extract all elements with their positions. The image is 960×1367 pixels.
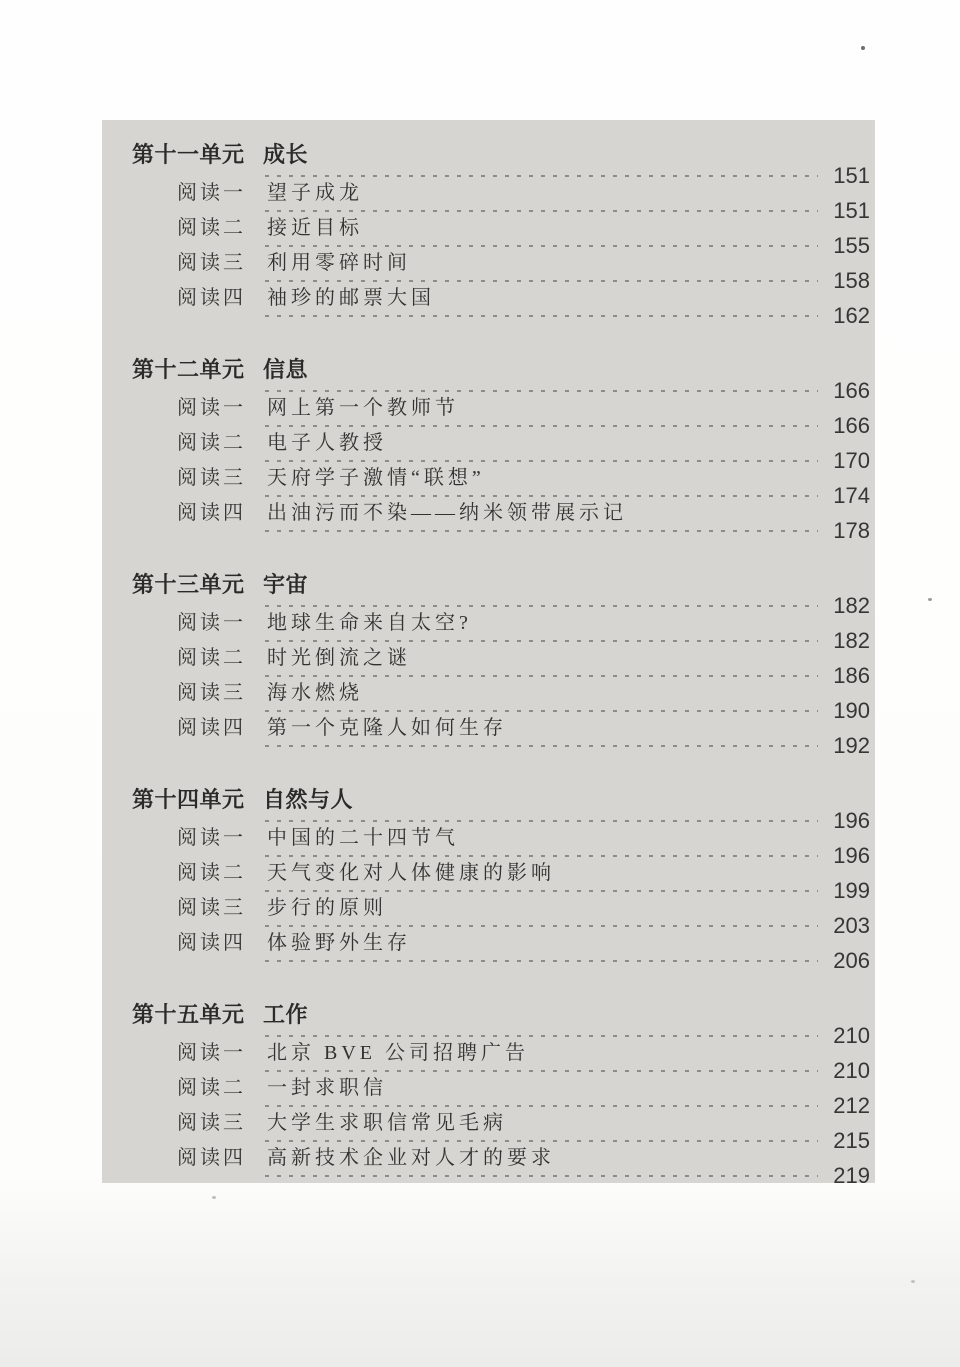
- page-number: 199: [833, 878, 870, 903]
- reading-title: 第一个克隆人如何生存: [267, 717, 507, 739]
- reading-title: 一封求职信: [267, 1077, 387, 1099]
- toc-unit: [102, 357, 875, 543]
- dotted-leader: [265, 460, 818, 462]
- toc-reading: [102, 682, 875, 723]
- reading-leader-row: [265, 913, 875, 938]
- unit-leader-row: [265, 808, 875, 833]
- reading-title: 时光倒流之谜: [267, 647, 411, 669]
- toc-reading: [102, 647, 875, 688]
- dotted-leader: [265, 710, 818, 712]
- reading-label: 阅读四: [177, 932, 246, 954]
- reading-label: 阅读三: [177, 682, 246, 704]
- reading-leader-row: [265, 303, 875, 328]
- reading-title: 袖珍的邮票大国: [267, 287, 435, 309]
- reading-leader-row: [265, 1163, 875, 1188]
- reading-title: 网上第一个教师节: [267, 397, 459, 419]
- reading-label: 阅读一: [177, 612, 246, 634]
- reading-row: [102, 1043, 875, 1063]
- toc-reading: [102, 432, 875, 473]
- toc-reading: [102, 1042, 875, 1083]
- dotted-leader: [265, 425, 818, 427]
- reading-row: [102, 288, 875, 308]
- toc-reading: [102, 217, 875, 258]
- dotted-leader: [265, 175, 818, 177]
- unit-title: 工作: [263, 1002, 309, 1027]
- reading-title: 天气变化对人体健康的影响: [267, 862, 555, 884]
- reading-row: [102, 683, 875, 703]
- toc-reading: [102, 397, 875, 438]
- unit-title: 成长: [263, 142, 309, 167]
- page-number: 151: [833, 163, 870, 188]
- reading-leader-row: [265, 1058, 875, 1083]
- page-number: 186: [833, 663, 870, 688]
- dotted-leader: [265, 1175, 818, 1177]
- toc-reading: [102, 252, 875, 293]
- reading-leader-row: [265, 878, 875, 903]
- reading-label: 阅读二: [177, 647, 246, 669]
- reading-title: 体验野外生存: [267, 932, 411, 954]
- dotted-leader: [265, 745, 818, 747]
- unit-header-row: [102, 1002, 875, 1028]
- unit-leader-row: [265, 593, 875, 618]
- reading-title: 大学生求职信常见毛病: [267, 1112, 507, 1134]
- reading-label: 阅读三: [177, 1112, 246, 1134]
- reading-title: 电子人教授: [267, 432, 387, 454]
- unit-leader-row: [265, 163, 875, 188]
- dotted-leader: [265, 1035, 818, 1037]
- toc-reading: [102, 827, 875, 868]
- unit-number-label: 第十五单元: [132, 1002, 245, 1027]
- unit-header-row: [102, 572, 875, 598]
- page-number: 151: [833, 198, 870, 223]
- dotted-leader: [265, 1105, 818, 1107]
- reading-row: [102, 863, 875, 883]
- reading-title: 地球生命来自太空?: [267, 612, 472, 634]
- unit-number-label: 第十一单元: [132, 142, 245, 167]
- unit-title: 宇宙: [263, 572, 309, 597]
- reading-label: 阅读三: [177, 897, 246, 919]
- page-number: 170: [833, 448, 870, 473]
- dotted-leader: [265, 1140, 818, 1142]
- page-number: 192: [833, 733, 870, 758]
- reading-leader-row: [265, 198, 875, 223]
- unit-leader-row: [265, 378, 875, 403]
- unit-header-row: [102, 787, 875, 813]
- reading-title: 望子成龙: [267, 182, 363, 204]
- unit-title: 自然与人: [263, 787, 354, 812]
- page-number: 162: [833, 303, 870, 328]
- reading-label: 阅读二: [177, 432, 246, 454]
- dotted-leader: [265, 605, 818, 607]
- reading-label: 阅读三: [177, 252, 246, 274]
- page-number: 210: [833, 1023, 870, 1048]
- reading-leader-row: [265, 413, 875, 438]
- page-number: 155: [833, 233, 870, 258]
- toc-reading: [102, 932, 875, 973]
- dotted-leader: [265, 820, 818, 822]
- dotted-leader: [265, 530, 818, 532]
- page-number: 178: [833, 518, 870, 543]
- table-of-contents: [102, 120, 875, 1188]
- reading-row: [102, 898, 875, 918]
- reading-leader-row: [265, 518, 875, 543]
- reading-row: [102, 468, 875, 488]
- page-number: 174: [833, 483, 870, 508]
- dotted-leader: [265, 675, 818, 677]
- page-number: 206: [833, 948, 870, 973]
- reading-leader-row: [265, 733, 875, 758]
- toc-reading: [102, 502, 875, 543]
- page-number: 158: [833, 268, 870, 293]
- reading-leader-row: [265, 628, 875, 653]
- toc-reading: [102, 1112, 875, 1153]
- reading-row: [102, 503, 875, 523]
- reading-label: 阅读二: [177, 217, 246, 239]
- dotted-leader: [265, 280, 818, 282]
- reading-label: 阅读四: [177, 1147, 246, 1169]
- toc-reading: [102, 287, 875, 328]
- page-number: 196: [833, 808, 870, 833]
- reading-title: 出油污而不染——纳米领带展示记: [267, 502, 627, 524]
- unit-header-row: [102, 357, 875, 383]
- toc-reading: [102, 717, 875, 758]
- dotted-leader: [265, 1070, 818, 1072]
- reading-leader-row: [265, 663, 875, 688]
- reading-label: 阅读四: [177, 717, 246, 739]
- scan-speck: [928, 598, 932, 601]
- unit-number-label: 第十三单元: [132, 572, 245, 597]
- toc-reading: [102, 467, 875, 508]
- reading-label: 阅读二: [177, 1077, 246, 1099]
- toc-unit: [102, 787, 875, 973]
- toc-reading: [102, 897, 875, 938]
- reading-title: 接近目标: [267, 217, 363, 239]
- reading-title: 天府学子激情“联想”: [267, 467, 485, 489]
- page-number: 219: [833, 1163, 870, 1188]
- reading-row: [102, 1148, 875, 1168]
- dotted-leader: [265, 640, 818, 642]
- dotted-leader: [265, 495, 818, 497]
- reading-row: [102, 398, 875, 418]
- reading-label: 阅读一: [177, 182, 246, 204]
- scan-speck: [861, 46, 865, 50]
- toc-reading: [102, 612, 875, 653]
- toc-reading: [102, 1147, 875, 1188]
- reading-row: [102, 218, 875, 238]
- reading-row: [102, 183, 875, 203]
- reading-row: [102, 933, 875, 953]
- reading-label: 阅读二: [177, 862, 246, 884]
- dotted-leader: [265, 855, 818, 857]
- reading-leader-row: [265, 268, 875, 293]
- reading-label: 阅读四: [177, 502, 246, 524]
- scan-speck: [212, 1196, 216, 1199]
- dotted-leader: [265, 315, 818, 317]
- page-number: 166: [833, 413, 870, 438]
- reading-row: [102, 718, 875, 738]
- toc-reading: [102, 1077, 875, 1118]
- page-number: 196: [833, 843, 870, 868]
- reading-leader-row: [265, 1093, 875, 1118]
- reading-leader-row: [265, 843, 875, 868]
- page-number: 215: [833, 1128, 870, 1153]
- dotted-leader: [265, 925, 818, 927]
- reading-label: 阅读一: [177, 827, 246, 849]
- page-number: 212: [833, 1093, 870, 1118]
- unit-title: 信息: [263, 357, 309, 382]
- reading-row: [102, 253, 875, 273]
- toc-reading: [102, 182, 875, 223]
- page-number: 190: [833, 698, 870, 723]
- unit-number-label: 第十四单元: [132, 787, 245, 812]
- reading-row: [102, 828, 875, 848]
- toc-reading: [102, 862, 875, 903]
- page-number: 182: [833, 593, 870, 618]
- reading-label: 阅读三: [177, 467, 246, 489]
- page-number: 166: [833, 378, 870, 403]
- reading-title: 中国的二十四节气: [267, 827, 459, 849]
- dotted-leader: [265, 890, 818, 892]
- toc-unit: [102, 1002, 875, 1188]
- reading-row: [102, 613, 875, 633]
- reading-leader-row: [265, 483, 875, 508]
- dotted-leader: [265, 390, 818, 392]
- page-number: 210: [833, 1058, 870, 1083]
- reading-label: 阅读四: [177, 287, 246, 309]
- scan-speck: [911, 1280, 915, 1283]
- reading-title: 高新技术企业对人才的要求: [267, 1147, 555, 1169]
- reading-label: 阅读一: [177, 1042, 246, 1064]
- reading-leader-row: [265, 233, 875, 258]
- reading-leader-row: [265, 698, 875, 723]
- reading-title: 利用零碎时间: [267, 252, 411, 274]
- reading-row: [102, 1078, 875, 1098]
- reading-row: [102, 1113, 875, 1133]
- reading-leader-row: [265, 948, 875, 973]
- reading-leader-row: [265, 1128, 875, 1153]
- reading-row: [102, 433, 875, 453]
- unit-leader-row: [265, 1023, 875, 1048]
- toc-unit: [102, 572, 875, 758]
- toc-unit: [102, 142, 875, 328]
- unit-number-label: 第十二单元: [132, 357, 245, 382]
- reading-title: 步行的原则: [267, 897, 387, 919]
- dotted-leader: [265, 245, 818, 247]
- reading-title: 北京 BVE 公司招聘广告: [267, 1042, 529, 1064]
- dotted-leader: [265, 960, 818, 962]
- unit-header-row: [102, 142, 875, 168]
- page-number: 182: [833, 628, 870, 653]
- page-number: 203: [833, 913, 870, 938]
- reading-title: 海水燃烧: [267, 682, 363, 704]
- reading-label: 阅读一: [177, 397, 246, 419]
- reading-row: [102, 648, 875, 668]
- reading-leader-row: [265, 448, 875, 473]
- dotted-leader: [265, 210, 818, 212]
